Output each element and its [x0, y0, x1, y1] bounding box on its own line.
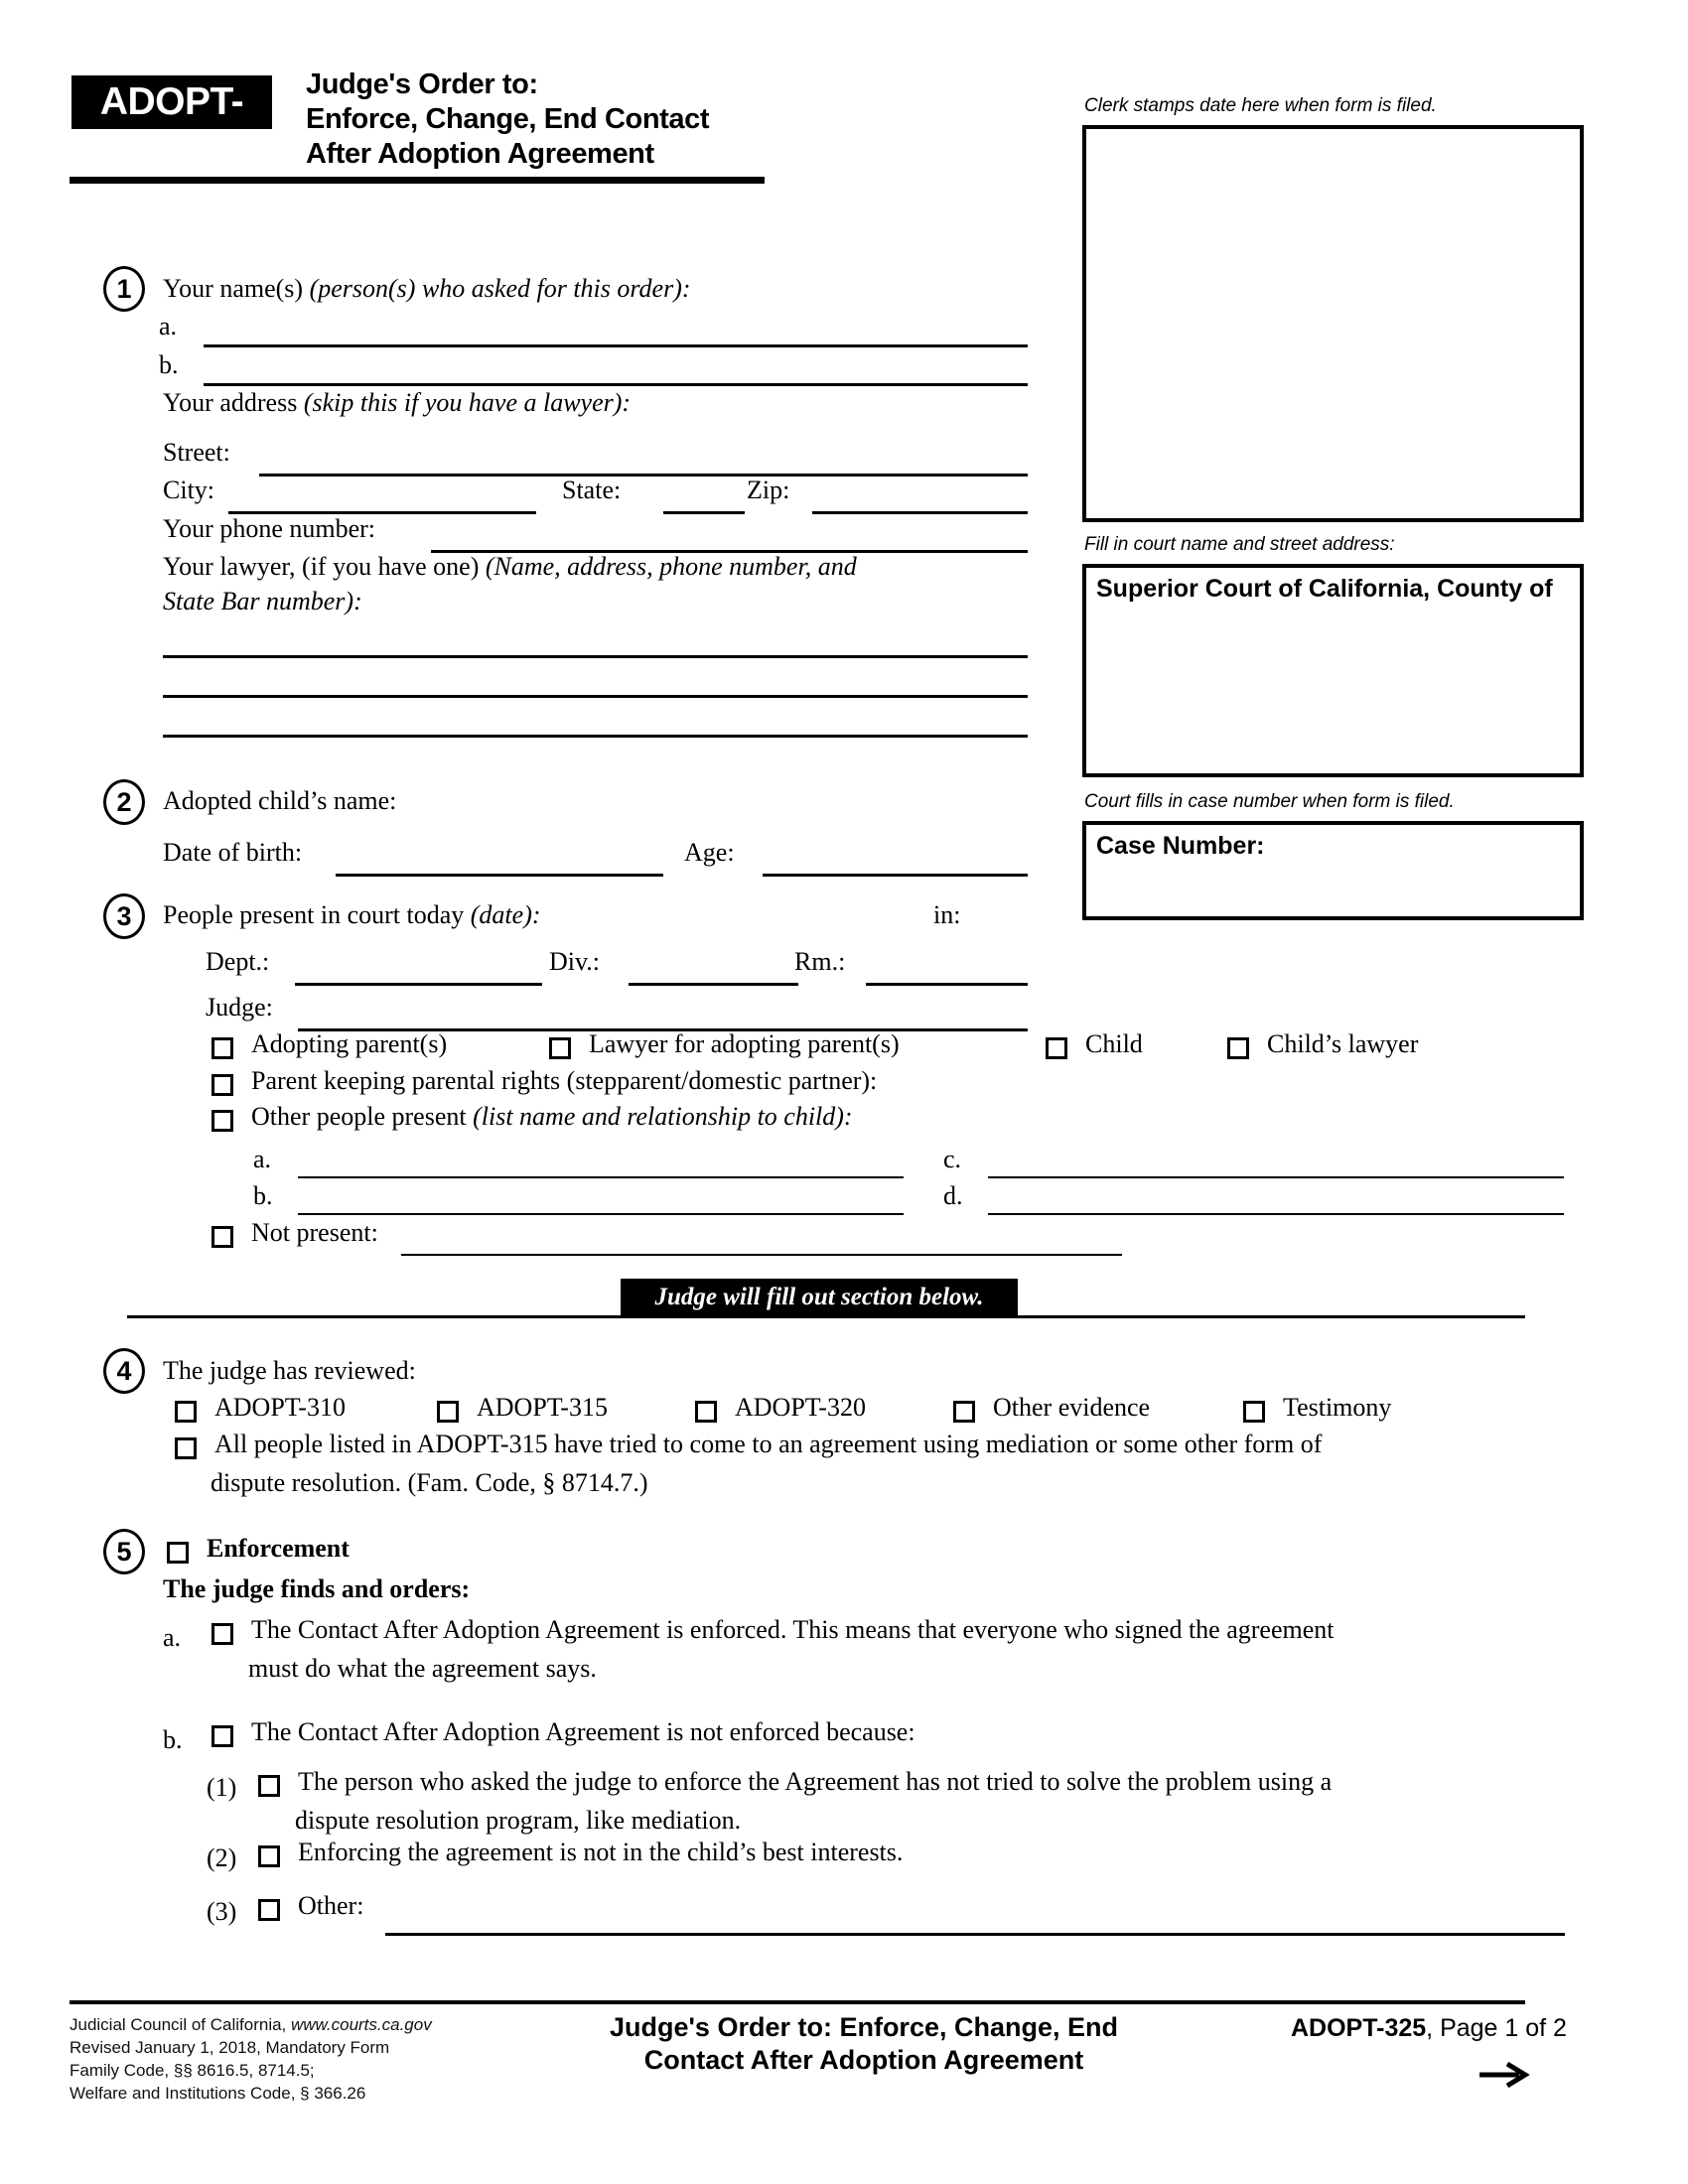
- checkbox-adopt-310-label: ADOPT-310: [214, 1393, 346, 1422]
- div-label: Div.:: [549, 947, 601, 976]
- checkbox-other-reason-label: Other:: [298, 1891, 364, 1920]
- checkbox-child-label: Child: [1085, 1029, 1143, 1058]
- step-number-2: 2: [103, 779, 145, 825]
- step-number-5: 5: [103, 1529, 145, 1574]
- street-input[interactable]: [259, 474, 1028, 477]
- checkbox-child-lawyer-label: Child’s lawyer: [1267, 1029, 1419, 1058]
- checkbox-child[interactable]: [1046, 1029, 1143, 1063]
- section5-b1-marker: (1): [207, 1773, 237, 1802]
- state-input[interactable]: [663, 511, 745, 514]
- zip-input[interactable]: [812, 511, 1028, 514]
- case-number-label: Case Number:: [1096, 832, 1265, 860]
- mediation-line-2: dispute resolution. (Fam. Code, § 8714.7.): [211, 1468, 648, 1497]
- judge-section-banner: Judge will fill out section below.: [621, 1279, 1018, 1316]
- street-label: Street:: [163, 438, 230, 467]
- div-input[interactable]: [629, 983, 798, 986]
- zip-label: Zip:: [747, 476, 790, 504]
- footer-form-code: ADOPT-325: [1291, 2014, 1427, 2042]
- checkbox-square[interactable]: [258, 1899, 280, 1921]
- section1-item-b-marker: b.: [159, 350, 179, 379]
- section1-name-a-input[interactable]: [204, 344, 1028, 347]
- checkbox-square[interactable]: [258, 1845, 280, 1867]
- phone-label: Your phone number:: [163, 514, 376, 543]
- clerk-stamp-caption: Clerk stamps date here when form is filed.: [1084, 95, 1437, 116]
- checkbox-square[interactable]: [1243, 1401, 1265, 1423]
- checkbox-testimony[interactable]: [1243, 1393, 1392, 1427]
- checkbox-agreement-enforced-label: The Contact After Adoption Agreement is enforced. This means that everyone who signed the agreement: [251, 1615, 1335, 1644]
- other-reason-input[interactable]: [385, 1933, 1565, 1936]
- section4-title: The judge has reviewed:: [163, 1356, 416, 1385]
- checkbox-parent-keeping-rights[interactable]: [211, 1066, 878, 1100]
- section1-address-italic: (skip this if you have a lawyer):: [303, 388, 632, 417]
- other-person-a-marker: a.: [253, 1145, 272, 1173]
- checkbox-no-dispute-resolution-label: The person who asked the judge to enforce the Agreement has not tried to solve the problem using a: [298, 1767, 1333, 1796]
- dob-input[interactable]: [336, 874, 663, 877]
- section1-item-a-marker: a.: [159, 312, 178, 341]
- other-person-d-marker: d.: [943, 1181, 963, 1210]
- section5-b1-line-2: dispute resolution program, like mediation.: [295, 1806, 742, 1835]
- other-people-plain: Other people present: [251, 1102, 474, 1131]
- checkbox-square[interactable]: [175, 1437, 197, 1459]
- next-page-arrow-icon: [1479, 2060, 1531, 2090]
- footer-form-title-line-1: Judge's Order to: Enforce, Change, End: [610, 2012, 1118, 2042]
- footer-council-label: Judicial Council of California,: [70, 2015, 291, 2034]
- footer-page-number: , Page 1 of 2: [1426, 2014, 1567, 2042]
- checkbox-square[interactable]: [695, 1401, 717, 1423]
- section3-in-label: in:: [933, 900, 961, 929]
- state-label: State:: [562, 476, 622, 504]
- section1-title-italic: (person(s) who asked for this order):: [309, 274, 691, 303]
- form-code-badge: ADOPT-325: [71, 75, 272, 129]
- checkbox-not-best-interests-label: Enforcing the agreement is not in the child’s best interests.: [298, 1838, 904, 1866]
- other-person-a-input[interactable]: [298, 1176, 904, 1178]
- checkbox-lawyer-adopting-parents[interactable]: [549, 1029, 900, 1063]
- section1-title-plain: Your name(s): [163, 274, 310, 303]
- lawyer-label-plain: Your lawyer, (if you have one): [163, 552, 486, 581]
- footer-meta-line-2: Revised January 1, 2018, Mandatory Form: [70, 2038, 390, 2057]
- other-person-c-input[interactable]: [988, 1176, 1564, 1178]
- other-person-d-input[interactable]: [988, 1213, 1564, 1215]
- checkbox-other-evidence-label: Other evidence: [993, 1393, 1151, 1422]
- page-title-line-2: Enforce, Change, End Contact: [306, 103, 710, 135]
- checkbox-no-dispute-resolution[interactable]: [258, 1767, 1333, 1801]
- section3-title-plain: People present in court today: [163, 900, 471, 929]
- checkbox-square[interactable]: [437, 1401, 459, 1423]
- checkbox-square[interactable]: [1227, 1037, 1249, 1059]
- case-number-caption: Court fills in case number when form is filed.: [1084, 791, 1455, 812]
- adopted-child-name-label: Adopted child’s name:: [163, 786, 397, 815]
- judge-label: Judge:: [206, 993, 273, 1022]
- section1-name-b-input[interactable]: [204, 383, 1028, 386]
- checkbox-square[interactable]: [211, 1725, 233, 1747]
- checkbox-square[interactable]: [549, 1037, 571, 1059]
- lawyer-label: [163, 551, 857, 582]
- checkbox-other-reason[interactable]: [258, 1891, 364, 1925]
- age-input[interactable]: [763, 874, 1028, 877]
- dept-label: Dept.:: [206, 947, 270, 976]
- lawyer-label-italic-1: (Name, address, phone number, and: [485, 552, 857, 581]
- section1-address-label: [163, 387, 631, 418]
- clerk-stamp-box[interactable]: [1082, 125, 1584, 522]
- lawyer-input-line-1[interactable]: [163, 655, 1028, 658]
- footer-form-title-line-2: Contact After Adoption Agreement: [643, 2045, 1084, 2075]
- footer-page-info: [1291, 2013, 1567, 2043]
- checkbox-agreement-not-enforced-label: The Contact After Adoption Agreement is not enforced because:: [251, 1717, 915, 1746]
- court-name-box[interactable]: [1082, 564, 1584, 777]
- checkbox-adopt-320[interactable]: [695, 1393, 866, 1427]
- checkbox-adopt-320-label: ADOPT-320: [735, 1393, 866, 1422]
- checkbox-lawyer-adopting-parents-label: Lawyer for adopting parent(s): [589, 1029, 900, 1058]
- page-title-line-3: After Adoption Agreement: [306, 138, 654, 170]
- other-person-b-input[interactable]: [298, 1213, 904, 1215]
- case-number-box[interactable]: [1082, 821, 1584, 920]
- section5-b-marker: b.: [163, 1725, 183, 1754]
- court-name-caption: Fill in court name and street address:: [1084, 534, 1395, 555]
- checkbox-agreement-not-enforced[interactable]: [211, 1717, 915, 1751]
- lawyer-input-line-2[interactable]: [163, 695, 1028, 698]
- checkbox-square[interactable]: [211, 1074, 233, 1096]
- checkbox-parent-keeping-rights-label: Parent keeping parental rights (stepparent/domestic partner):: [251, 1066, 878, 1095]
- city-label: City:: [163, 476, 215, 504]
- page-title-line-1: Judge's Order to:: [306, 68, 538, 100]
- checkbox-adopt-315[interactable]: [437, 1393, 608, 1427]
- checkbox-square[interactable]: [211, 1037, 233, 1059]
- checkbox-not-best-interests[interactable]: [258, 1838, 904, 1871]
- step-number-3: 3: [103, 893, 145, 939]
- header-divider: [70, 177, 765, 184]
- not-present-input[interactable]: [401, 1254, 1122, 1256]
- checkbox-square[interactable]: [1046, 1037, 1067, 1059]
- footer-meta-line-4: Welfare and Institutions Code, § 366.26: [70, 2084, 366, 2103]
- checkbox-square[interactable]: [258, 1775, 280, 1797]
- checkbox-square[interactable]: [167, 1542, 189, 1564]
- footer-divider: [70, 2000, 1525, 2004]
- checkbox-other-evidence[interactable]: [953, 1393, 1151, 1427]
- checkbox-adopting-parents[interactable]: [211, 1029, 448, 1063]
- section5-b3-marker: (3): [207, 1897, 237, 1926]
- checkbox-square[interactable]: [211, 1226, 233, 1248]
- footer-meta: [70, 2013, 432, 2105]
- page-title: [306, 68, 773, 172]
- section5-a-marker: a.: [163, 1623, 182, 1652]
- section3-title: [163, 899, 541, 930]
- rm-label: Rm.:: [794, 947, 846, 976]
- checkbox-testimony-label: Testimony: [1283, 1393, 1392, 1422]
- other-people-italic: (list name and relationship to child):: [473, 1102, 853, 1131]
- lawyer-label-italic-2: State Bar number):: [163, 587, 362, 615]
- age-label: Age:: [684, 838, 735, 867]
- checkbox-not-present-label: Not present:: [251, 1218, 378, 1247]
- dept-input[interactable]: [295, 983, 542, 986]
- checkbox-agreement-enforced[interactable]: [211, 1615, 1335, 1649]
- section5-subheading: The judge finds and orders:: [163, 1574, 471, 1603]
- checkbox-square[interactable]: [175, 1401, 197, 1423]
- checkbox-mediation-attempted[interactable]: [175, 1430, 1323, 1463]
- section3-title-italic: (date):: [470, 900, 541, 929]
- checkbox-adopt-310[interactable]: [175, 1393, 346, 1427]
- rm-input[interactable]: [866, 983, 1028, 986]
- dob-label: Date of birth:: [163, 838, 303, 867]
- checkbox-square[interactable]: [211, 1110, 233, 1132]
- checkbox-enforcement-label: Enforcement: [207, 1534, 350, 1563]
- checkbox-enforcement[interactable]: [167, 1534, 350, 1568]
- footer-url: www.courts.ca.gov: [291, 2015, 432, 2034]
- checkbox-other-people-present-label: [251, 1102, 853, 1131]
- section5-a-line-2: must do what the agreement says.: [248, 1654, 597, 1683]
- checkbox-mediation-attempted-label: All people listed in ADOPT-315 have tried to come to an agreement using mediation or some other form of: [214, 1430, 1323, 1458]
- section1-title: [163, 273, 691, 304]
- step-number-4: 4: [103, 1348, 145, 1394]
- court-name-value: Superior Court of California, County of: [1096, 575, 1553, 603]
- checkbox-other-people-present[interactable]: [211, 1102, 853, 1136]
- step-number-1: 1: [103, 266, 145, 312]
- footer-meta-line-3: Family Code, §§ 8616.5, 8714.5;: [70, 2061, 315, 2080]
- section5-b2-marker: (2): [207, 1843, 237, 1872]
- footer-meta-line-1: [70, 2013, 432, 2036]
- banner-divider: [127, 1315, 1525, 1318]
- section1-address-plain: Your address: [163, 388, 304, 417]
- checkbox-square[interactable]: [953, 1401, 975, 1423]
- checkbox-not-present[interactable]: [211, 1218, 378, 1252]
- checkbox-adopting-parents-label: Adopting parent(s): [251, 1029, 448, 1058]
- checkbox-adopt-315-label: ADOPT-315: [477, 1393, 608, 1422]
- checkbox-square[interactable]: [211, 1623, 233, 1645]
- checkbox-child-lawyer[interactable]: [1227, 1029, 1419, 1063]
- lawyer-input-line-3[interactable]: [163, 735, 1028, 738]
- other-person-c-marker: c.: [943, 1145, 962, 1173]
- other-person-b-marker: b.: [253, 1181, 273, 1210]
- footer-form-title: [556, 2011, 1172, 2077]
